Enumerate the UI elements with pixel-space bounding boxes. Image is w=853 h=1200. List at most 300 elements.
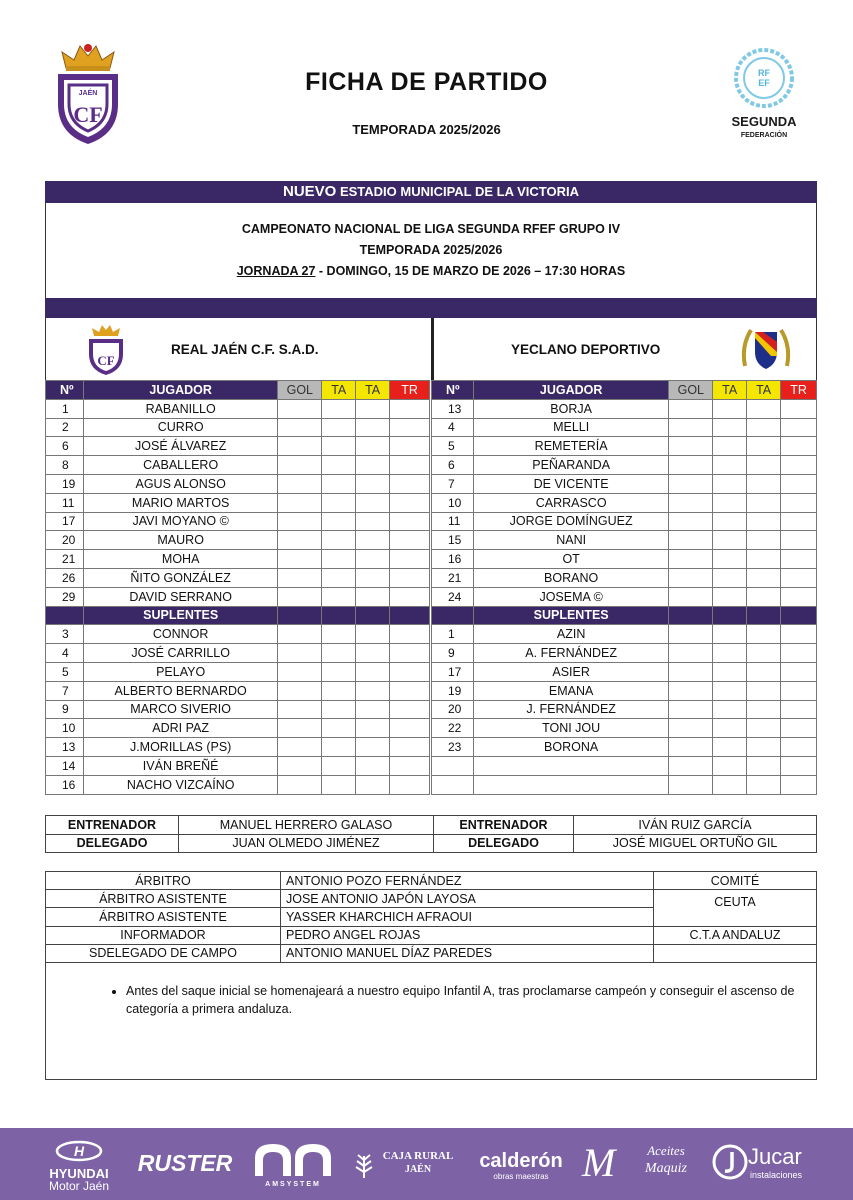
- goal-cell: [669, 399, 713, 418]
- yellow-card-cell: [747, 550, 781, 569]
- yellow-card-cell: [747, 568, 781, 587]
- yellow-card-cell: [713, 756, 747, 775]
- goal-cell: [669, 662, 713, 681]
- player-number: 29: [46, 587, 84, 606]
- player-number: 20: [46, 531, 84, 550]
- col-gol-header: GOL: [278, 381, 322, 400]
- away-team-crest-icon: [741, 326, 791, 372]
- player-number: 24: [432, 587, 474, 606]
- yellow-card-cell: [356, 493, 390, 512]
- hyundai-logo-icon: [54, 1140, 104, 1162]
- official-role: ÁRBITRO ASISTENTE: [46, 890, 281, 908]
- teams-header: [45, 318, 817, 380]
- goal-cell: [669, 775, 713, 794]
- player-number: 9: [46, 700, 84, 719]
- stadium-bar: [45, 181, 817, 203]
- player-row: [46, 719, 430, 738]
- yellow-card-cell: [322, 719, 356, 738]
- red-card-cell: [781, 550, 817, 569]
- away-coach-label: ENTRENADOR: [434, 816, 574, 835]
- goal-cell: [278, 587, 322, 606]
- red-card-cell: [390, 418, 430, 437]
- player-row: [46, 625, 430, 644]
- official-row: [46, 944, 817, 962]
- goal-cell: [278, 437, 322, 456]
- player-number: 8: [46, 456, 84, 475]
- away-delegate-label: DELEGADO: [434, 834, 574, 853]
- yellow-card-cell: [322, 587, 356, 606]
- red-card-cell: [781, 775, 817, 794]
- red-card-cell: [781, 568, 817, 587]
- committee-label: COMITÉ: [654, 872, 817, 890]
- player-name: REMETERÍA: [473, 437, 668, 456]
- yellow-card-cell: [356, 474, 390, 493]
- player-row: [432, 531, 817, 550]
- hyundai-sub: Motor Jaén: [48, 1179, 110, 1193]
- yellow-card-cell: [322, 437, 356, 456]
- player-number: [432, 756, 474, 775]
- subs-header-blank: [46, 606, 84, 625]
- player-name: IVÁN BREÑÉ: [83, 756, 277, 775]
- red-card-cell: [781, 512, 817, 531]
- red-card-cell: [781, 456, 817, 475]
- yellow-card-cell: [747, 456, 781, 475]
- red-card-cell: [390, 456, 430, 475]
- player-name: BORANO: [473, 568, 668, 587]
- red-card-cell: [781, 719, 817, 738]
- yellow-card-cell: [747, 756, 781, 775]
- goal-cell: [669, 568, 713, 587]
- player-name: AGUS ALONSO: [83, 474, 277, 493]
- subs-header-blank: [356, 606, 390, 625]
- red-card-cell: [781, 399, 817, 418]
- yellow-card-cell: [713, 456, 747, 475]
- player-number: 6: [46, 437, 84, 456]
- hyundai-label: HYUNDAI: [49, 1166, 109, 1181]
- wheat-icon: [349, 1152, 379, 1178]
- red-card-cell: [781, 700, 817, 719]
- goal-cell: [278, 399, 322, 418]
- player-row: [432, 700, 817, 719]
- match-date: - DOMINGO, 15 DE MARZO DE 2026 – 17:30 HORAS: [315, 264, 626, 278]
- player-row: [46, 531, 430, 550]
- player-name: [473, 775, 668, 794]
- sponsor-aceites-maquiz: M Aceites Maquiz: [582, 1142, 700, 1178]
- player-number: 5: [432, 437, 474, 456]
- player-number: 15: [432, 531, 474, 550]
- player-name: J.MORILLAS (PS): [83, 738, 277, 757]
- subs-header-blank: [781, 606, 817, 625]
- player-name: DAVID SERRANO: [83, 587, 277, 606]
- teams-divider: [431, 318, 434, 380]
- player-number: 22: [432, 719, 474, 738]
- yellow-card-cell: [713, 474, 747, 493]
- yellow-card-cell: [713, 418, 747, 437]
- yellow-card-cell: [322, 756, 356, 775]
- cta-label: C.T.A ANDALUZ: [654, 926, 817, 944]
- match-date-line: [46, 261, 816, 282]
- home-delegate: JUAN OLMEDO JIMÉNEZ: [179, 834, 434, 853]
- away-roster-table: [431, 380, 817, 795]
- player-number: 21: [46, 550, 84, 569]
- player-row: [432, 625, 817, 644]
- yellow-card-cell: [356, 456, 390, 475]
- player-name: MELLI: [473, 418, 668, 437]
- official-role: ÁRBITRO: [46, 872, 281, 890]
- player-row: [46, 493, 430, 512]
- home-delegate-label: DELEGADO: [46, 834, 179, 853]
- red-card-cell: [390, 399, 430, 418]
- yellow-card-cell: [713, 493, 747, 512]
- col-player-header: JUGADOR: [83, 381, 277, 400]
- col-num-header: Nº: [432, 381, 474, 400]
- player-row: [432, 456, 817, 475]
- player-row: [432, 493, 817, 512]
- player-name: MOHA: [83, 550, 277, 569]
- player-row: [46, 756, 430, 775]
- notes-box: [45, 962, 817, 1080]
- yellow-card-cell: [356, 625, 390, 644]
- calderon-label: calderón: [479, 1150, 563, 1172]
- yellow-card-cell: [713, 775, 747, 794]
- player-row: [432, 512, 817, 531]
- svg-text:RF: RF: [758, 68, 770, 78]
- col-ta-header: TA: [322, 381, 356, 400]
- player-name: CABALLERO: [83, 456, 277, 475]
- col-player-header: JUGADOR: [473, 381, 668, 400]
- red-card-cell: [390, 493, 430, 512]
- player-row: [432, 719, 817, 738]
- aceites-label: Aceites: [647, 1143, 685, 1158]
- yellow-card-cell: [713, 531, 747, 550]
- red-card-cell: [390, 681, 430, 700]
- yellow-card-cell: [713, 587, 747, 606]
- player-name: J. FERNÁNDEZ: [473, 700, 668, 719]
- caja-rural-sub: JAÉN: [404, 1164, 432, 1175]
- player-row: [46, 775, 430, 794]
- player-row: [432, 587, 817, 606]
- yellow-card-cell: [356, 738, 390, 757]
- player-number: 19: [46, 474, 84, 493]
- yellow-card-cell: [356, 644, 390, 663]
- goal-cell: [669, 681, 713, 700]
- home-team-crest-icon: [86, 324, 126, 376]
- home-coach: MANUEL HERRERO GALASO: [179, 816, 434, 835]
- player-row: [46, 550, 430, 569]
- player-row: [432, 644, 817, 663]
- subs-header-blank: [747, 606, 781, 625]
- sponsor-ruster: RUSTER: [137, 1150, 233, 1176]
- yellow-card-cell: [713, 625, 747, 644]
- yellow-card-cell: [322, 456, 356, 475]
- yellow-card-cell: [322, 738, 356, 757]
- yellow-card-cell: [747, 700, 781, 719]
- delegate-row: [46, 834, 817, 853]
- official-row: [46, 872, 817, 890]
- substitutes-header-row: [46, 606, 430, 625]
- player-row: [432, 662, 817, 681]
- yellow-card-cell: [356, 719, 390, 738]
- player-name: BORONA: [473, 738, 668, 757]
- yellow-card-cell: [322, 662, 356, 681]
- player-name: PEÑARANDA: [473, 456, 668, 475]
- goal-cell: [278, 456, 322, 475]
- yellow-card-cell: [322, 568, 356, 587]
- yellow-card-cell: [713, 399, 747, 418]
- calderon-sub: obras maestras: [493, 1172, 549, 1181]
- player-number: 11: [46, 493, 84, 512]
- yellow-card-cell: [713, 719, 747, 738]
- player-row: [432, 681, 817, 700]
- player-row: [46, 456, 430, 475]
- yellow-card-cell: [322, 700, 356, 719]
- player-row: [46, 587, 430, 606]
- player-name: MARIO MARTOS: [83, 493, 277, 512]
- red-card-cell: [390, 644, 430, 663]
- goal-cell: [278, 625, 322, 644]
- sponsors-footer: [0, 1128, 853, 1200]
- yellow-card-cell: [747, 775, 781, 794]
- jucar-sub: instalaciones: [750, 1170, 803, 1180]
- yellow-card-cell: [356, 418, 390, 437]
- sponsor-jucar: [712, 1144, 828, 1180]
- home-roster-table: [45, 380, 430, 795]
- red-card-cell: [390, 662, 430, 681]
- official-role: ÁRBITRO ASISTENTE: [46, 908, 281, 926]
- player-number: 7: [432, 474, 474, 493]
- player-row: [432, 738, 817, 757]
- yellow-card-cell: [356, 568, 390, 587]
- goal-cell: [669, 550, 713, 569]
- yellow-card-cell: [747, 662, 781, 681]
- stadium-name: ESTADIO MUNICIPAL DE LA VICTORIA: [336, 184, 580, 199]
- svg-text:SEGUNDA: SEGUNDA: [731, 114, 797, 129]
- player-name: NACHO VIZCAÍNO: [83, 775, 277, 794]
- red-card-cell: [390, 587, 430, 606]
- goal-cell: [278, 512, 322, 531]
- official-row: [46, 890, 817, 908]
- officials-table: [45, 871, 817, 963]
- player-number: 21: [432, 568, 474, 587]
- red-card-cell: [390, 738, 430, 757]
- subs-header-label: SUPLENTES: [473, 606, 668, 625]
- goal-cell: [669, 719, 713, 738]
- player-row: [46, 644, 430, 663]
- yellow-card-cell: [322, 775, 356, 794]
- red-card-cell: [781, 531, 817, 550]
- red-card-cell: [781, 738, 817, 757]
- official-name: YASSER KHARCHICH AFRAOUI: [281, 908, 654, 926]
- player-number: 9: [432, 644, 474, 663]
- player-row: [46, 700, 430, 719]
- competition-box: [45, 203, 817, 298]
- official-name: JOSE ANTONIO JAPÓN LAYOSA: [281, 890, 654, 908]
- yellow-card-cell: [713, 550, 747, 569]
- player-name: OT: [473, 550, 668, 569]
- subs-header-blank: [432, 606, 474, 625]
- player-name: ÑITO GONZÁLEZ: [83, 568, 277, 587]
- goal-cell: [669, 418, 713, 437]
- jucar-logo-icon: [712, 1144, 748, 1180]
- player-number: 17: [46, 512, 84, 531]
- yellow-card-cell: [713, 681, 747, 700]
- yellow-card-cell: [747, 587, 781, 606]
- yellow-card-cell: [356, 681, 390, 700]
- yellow-card-cell: [322, 644, 356, 663]
- player-row: [46, 681, 430, 700]
- red-card-cell: [390, 512, 430, 531]
- player-name: JOSEMA ©: [473, 587, 668, 606]
- svg-text:FEDERACIÓN: FEDERACIÓN: [740, 132, 788, 139]
- yellow-card-cell: [747, 474, 781, 493]
- player-name: MARCO SIVERIO: [83, 700, 277, 719]
- player-row: [46, 399, 430, 418]
- svg-text:H: H: [73, 1143, 85, 1159]
- page-title: FICHA DE PARTIDO: [305, 68, 548, 96]
- goal-cell: [669, 644, 713, 663]
- yellow-card-cell: [356, 775, 390, 794]
- red-card-cell: [390, 756, 430, 775]
- red-card-cell: [781, 662, 817, 681]
- player-number: 20: [432, 700, 474, 719]
- player-number: 13: [46, 738, 84, 757]
- home-coach-label: ENTRENADOR: [46, 816, 179, 835]
- player-number: 5: [46, 662, 84, 681]
- player-row: [432, 437, 817, 456]
- yellow-card-cell: [356, 399, 390, 418]
- roster-header-row: [46, 381, 430, 400]
- yellow-card-cell: [713, 437, 747, 456]
- col-tr-header: TR: [781, 381, 817, 400]
- sponsor-caja-rural: [349, 1150, 457, 1176]
- notes-list: [126, 982, 816, 1018]
- yellow-card-cell: [713, 644, 747, 663]
- player-row: [432, 418, 817, 437]
- player-row: [432, 550, 817, 569]
- segunda-federacion-logo-icon: [728, 48, 800, 140]
- goal-cell: [278, 719, 322, 738]
- goal-cell: [278, 568, 322, 587]
- official-role: SDELEGADO DE CAMPO: [46, 944, 281, 962]
- goal-cell: [669, 756, 713, 775]
- goal-cell: [278, 756, 322, 775]
- player-number: 2: [46, 418, 84, 437]
- player-name: EMANA: [473, 681, 668, 700]
- goal-cell: [278, 644, 322, 663]
- red-card-cell: [390, 700, 430, 719]
- player-number: [432, 775, 474, 794]
- player-name: JAVI MOYANO ©: [83, 512, 277, 531]
- player-number: 10: [46, 719, 84, 738]
- red-card-cell: [390, 550, 430, 569]
- amsystem-logo-icon: [253, 1142, 333, 1176]
- red-card-cell: [781, 681, 817, 700]
- yellow-card-cell: [322, 399, 356, 418]
- amsystem-label: AMSYSTEM: [265, 1181, 321, 1188]
- yellow-card-cell: [747, 681, 781, 700]
- yellow-card-cell: [747, 531, 781, 550]
- goal-cell: [278, 474, 322, 493]
- committee-value: CEUTA: [654, 890, 817, 926]
- red-card-cell: [781, 493, 817, 512]
- svg-text:JAÉN: JAÉN: [78, 90, 98, 97]
- aceites-sub: Maquiz: [645, 1161, 687, 1176]
- away-team-name: YECLANO DEPORTIVO: [511, 342, 661, 357]
- sponsor-calderon: [468, 1150, 574, 1181]
- red-card-cell: [390, 568, 430, 587]
- red-card-cell: [781, 625, 817, 644]
- player-name: RABANILLO: [83, 399, 277, 418]
- red-card-cell: [390, 625, 430, 644]
- yellow-card-cell: [747, 738, 781, 757]
- yellow-card-cell: [356, 512, 390, 531]
- goal-cell: [278, 738, 322, 757]
- yellow-card-cell: [713, 700, 747, 719]
- player-row: [46, 474, 430, 493]
- player-name: ALBERTO BERNARDO: [83, 681, 277, 700]
- red-card-cell: [781, 587, 817, 606]
- player-name: ADRI PAZ: [83, 719, 277, 738]
- player-name: JORGE DOMÍNGUEZ: [473, 512, 668, 531]
- col-tr-header: TR: [390, 381, 430, 400]
- note-item: • Antes del saque inicial se homenajeará a nuestro equipo Infantil A, tras proclamarse campeón y conseguir el ascenso de categoría a primera andaluza.: [126, 982, 798, 1018]
- col-ta-header: TA: [356, 381, 390, 400]
- yellow-card-cell: [356, 437, 390, 456]
- red-card-cell: [390, 719, 430, 738]
- col-gol-header: GOL: [669, 381, 713, 400]
- goal-cell: [278, 550, 322, 569]
- subs-header-blank: [669, 606, 713, 625]
- home-team-name: REAL JAÉN C.F. S.A.D.: [171, 342, 319, 357]
- player-name: PELAYO: [83, 662, 277, 681]
- red-card-cell: [781, 437, 817, 456]
- yellow-card-cell: [747, 399, 781, 418]
- player-number: 10: [432, 493, 474, 512]
- stadium-prefix: NUEVO: [282, 183, 337, 200]
- player-name: CONNOR: [83, 625, 277, 644]
- player-number: 1: [46, 399, 84, 418]
- player-row: [46, 418, 430, 437]
- goal-cell: [669, 437, 713, 456]
- official-name: ANTONIO POZO FERNÁNDEZ: [281, 872, 654, 890]
- yellow-card-cell: [747, 719, 781, 738]
- goal-cell: [278, 662, 322, 681]
- official-name: PEDRO ANGEL ROJAS: [281, 926, 654, 944]
- goal-cell: [669, 587, 713, 606]
- svg-text:CF: CF: [97, 353, 115, 368]
- subs-header-blank: [322, 606, 356, 625]
- red-card-cell: [781, 644, 817, 663]
- player-row: [432, 775, 817, 794]
- official-role: INFORMADOR: [46, 926, 281, 944]
- header: [0, 0, 853, 170]
- goal-cell: [669, 625, 713, 644]
- yellow-card-cell: [322, 625, 356, 644]
- divider-band: [45, 298, 817, 318]
- player-row: [46, 568, 430, 587]
- empty-cell: [654, 944, 817, 962]
- player-name: DE VICENTE: [473, 474, 668, 493]
- subs-header-blank: [278, 606, 322, 625]
- yellow-card-cell: [713, 662, 747, 681]
- yellow-card-cell: [356, 700, 390, 719]
- player-name: ASIER: [473, 662, 668, 681]
- yellow-card-cell: [356, 756, 390, 775]
- player-name: JOSÉ ÁLVAREZ: [83, 437, 277, 456]
- player-name: MAURO: [83, 531, 277, 550]
- yellow-card-cell: [356, 587, 390, 606]
- player-row: [46, 512, 430, 531]
